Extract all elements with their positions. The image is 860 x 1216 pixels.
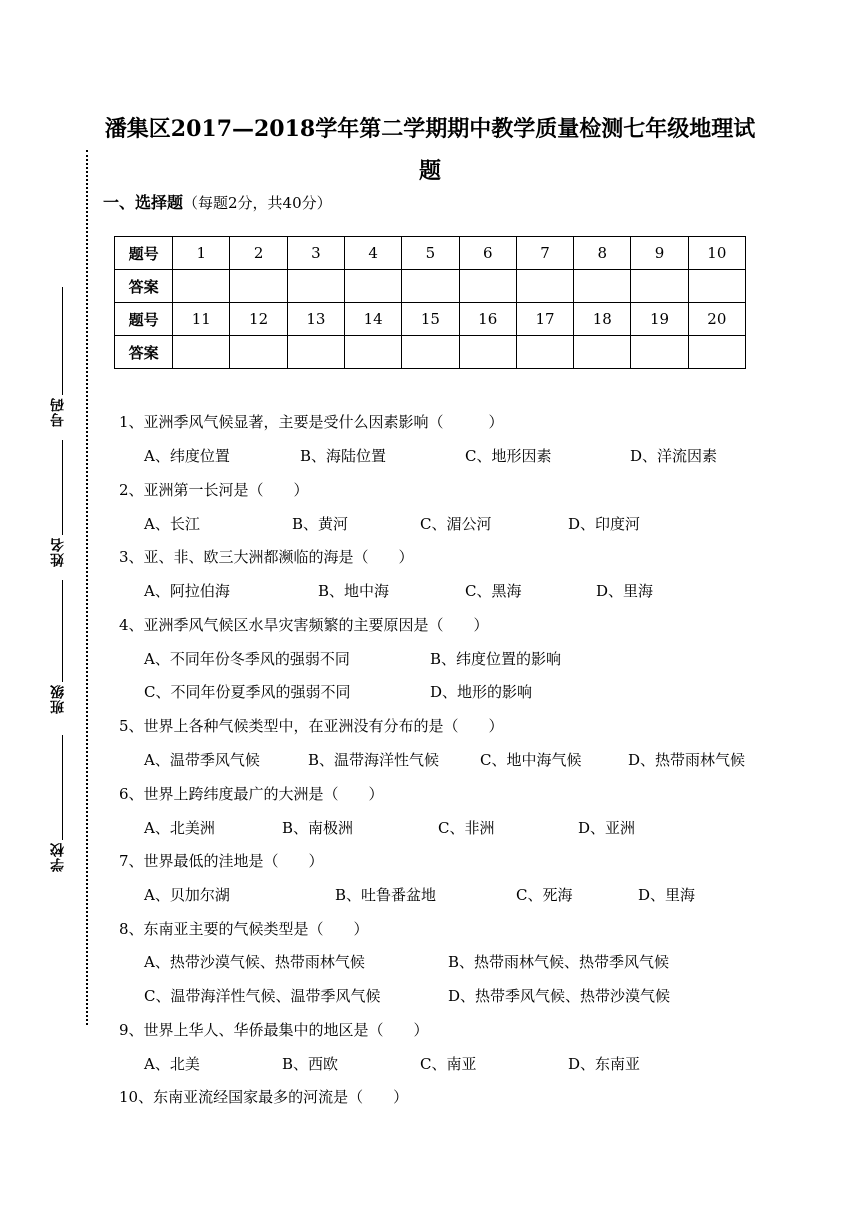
binding-dotted-line xyxy=(86,150,88,1025)
question-7-option-c: C、死海 xyxy=(516,886,573,904)
question-7-stem: 7、世界最低的洼地是（ ） xyxy=(119,852,324,870)
question-9-stem: 9、世界上华人、华侨最集中的地区是（ ） xyxy=(119,1021,429,1039)
question-7-option-d: D、里海 xyxy=(638,886,696,904)
question-number-cell: 16 xyxy=(459,303,516,336)
class-label: 班级 xyxy=(50,684,66,714)
question-number-cell: 9 xyxy=(631,237,688,270)
question-number-cell: 17 xyxy=(516,303,573,336)
name-field xyxy=(40,440,68,580)
section-title: 一、选择题 xyxy=(103,193,184,212)
answer-cell[interactable] xyxy=(688,270,745,303)
table-header-cell: 题号 xyxy=(115,237,173,270)
question-number-cell: 7 xyxy=(516,237,573,270)
answer-cell[interactable] xyxy=(173,270,230,303)
school-underline xyxy=(62,735,63,840)
exam-number-field xyxy=(40,287,68,437)
answer-cell[interactable] xyxy=(173,336,230,369)
question-8-option-a: A、热带沙漠气候、热带雨林气候 xyxy=(144,953,365,971)
question-number-cell: 3 xyxy=(287,237,344,270)
answer-cell[interactable] xyxy=(516,336,573,369)
exam-title-line2: 题 xyxy=(418,158,441,184)
question-number-cell: 15 xyxy=(402,303,459,336)
name-underline xyxy=(62,440,63,535)
question-10-stem: 10、东南亚流经国家最多的河流是（ ） xyxy=(119,1088,409,1106)
question-number-cell: 13 xyxy=(287,303,344,336)
question-5-option-c: C、地中海气候 xyxy=(480,751,582,769)
question-8-option-d: D、热带季风气候、热带沙漠气候 xyxy=(448,987,671,1005)
question-4-stem: 4、亚洲季风气候区水旱灾害频繁的主要原因是（ ） xyxy=(119,616,489,634)
answer-cell[interactable] xyxy=(574,336,631,369)
answer-cell[interactable] xyxy=(287,270,344,303)
question-1-option-d: D、洋流因素 xyxy=(630,447,718,465)
question-5-option-b: B、温带海洋性气候 xyxy=(308,751,440,769)
question-6-stem: 6、世界上跨纬度最广的大洲是（ ） xyxy=(119,785,384,803)
question-8-option-b: B、热带雨林气候、热带季风气候 xyxy=(448,953,670,971)
class-field xyxy=(40,580,68,730)
question-number-cell: 20 xyxy=(688,303,745,336)
question-1-option-a: A、纬度位置 xyxy=(144,447,230,465)
answer-table-row-numbers-2 xyxy=(115,303,746,336)
answer-cell[interactable] xyxy=(516,270,573,303)
answer-table-row-answers-2 xyxy=(115,336,746,369)
question-6-option-a: A、北美洲 xyxy=(144,819,215,837)
table-header-cell: 答案 xyxy=(115,270,173,303)
question-9-option-a: A、北美 xyxy=(144,1055,200,1073)
answer-cell[interactable] xyxy=(230,270,287,303)
question-6-option-d: D、亚洲 xyxy=(578,819,636,837)
answer-cell[interactable] xyxy=(230,336,287,369)
question-number-cell: 5 xyxy=(402,237,459,270)
exam-title-line1: 潘集区2017—2018学年第二学期期中教学质量检测七年级地理试 xyxy=(104,116,756,142)
question-4-option-c: C、不同年份夏季风的强弱不同 xyxy=(144,683,351,701)
question-3-option-d: D、里海 xyxy=(596,582,654,600)
question-number-cell: 10 xyxy=(688,237,745,270)
question-6-option-b: B、南极洲 xyxy=(282,819,354,837)
question-number-cell: 8 xyxy=(574,237,631,270)
question-number-cell: 18 xyxy=(574,303,631,336)
question-5-option-a: A、温带季风气候 xyxy=(144,751,260,769)
table-header-cell: 答案 xyxy=(115,336,173,369)
question-2-stem: 2、亚洲第一长河是（ ） xyxy=(119,481,309,499)
school-label: 学校 xyxy=(50,842,66,872)
question-1-stem: 1、亚洲季风气候显著，主要是受什么因素影响（ ） xyxy=(119,413,504,431)
question-number-cell: 6 xyxy=(459,237,516,270)
answer-table-row-answers-1 xyxy=(115,270,746,303)
section-heading xyxy=(103,190,332,213)
section-note: （每题2分，共40分） xyxy=(183,194,332,212)
question-number-cell: 14 xyxy=(345,303,402,336)
question-9-option-b: B、西欧 xyxy=(282,1055,339,1073)
answer-cell[interactable] xyxy=(345,336,402,369)
answer-cell[interactable] xyxy=(459,336,516,369)
question-2-option-a: A、长江 xyxy=(144,515,200,533)
answer-cell[interactable] xyxy=(574,270,631,303)
answer-cell[interactable] xyxy=(287,336,344,369)
question-number-cell: 4 xyxy=(345,237,402,270)
question-1-option-b: B、海陆位置 xyxy=(300,447,387,465)
question-3-option-c: C、黑海 xyxy=(465,582,522,600)
answer-cell[interactable] xyxy=(345,270,402,303)
question-2-option-d: D、印度河 xyxy=(568,515,641,533)
question-7-option-a: A、贝加尔湖 xyxy=(144,886,230,904)
exam-number-underline xyxy=(62,287,63,395)
question-2-option-b: B、黄河 xyxy=(292,515,349,533)
answer-table xyxy=(114,236,746,369)
class-underline xyxy=(62,580,63,682)
question-5-stem: 5、世界上各种气候类型中，在亚洲没有分布的是（ ） xyxy=(119,717,504,735)
question-number-cell: 12 xyxy=(230,303,287,336)
question-9-option-d: D、东南亚 xyxy=(568,1055,641,1073)
question-3-option-a: A、阿拉伯海 xyxy=(144,582,230,600)
question-number-cell: 19 xyxy=(631,303,688,336)
name-label: 姓名 xyxy=(50,537,66,567)
question-7-option-b: B、吐鲁番盆地 xyxy=(335,886,437,904)
question-number-cell: 2 xyxy=(230,237,287,270)
question-number-cell: 1 xyxy=(173,237,230,270)
question-5-option-d: D、热带雨林气候 xyxy=(628,751,746,769)
question-2-option-c: C、湄公河 xyxy=(420,515,492,533)
answer-cell[interactable] xyxy=(402,336,459,369)
question-8-stem: 8、东南亚主要的气候类型是（ ） xyxy=(119,920,369,938)
question-number-cell: 11 xyxy=(173,303,230,336)
question-3-option-b: B、地中海 xyxy=(318,582,390,600)
question-3-stem: 3、亚、非、欧三大洲都濒临的海是（ ） xyxy=(119,548,414,566)
question-4-option-a: A、不同年份冬季风的强弱不同 xyxy=(144,650,350,668)
question-1-option-c: C、地形因素 xyxy=(465,447,552,465)
answer-cell[interactable] xyxy=(459,270,516,303)
school-field xyxy=(40,735,68,885)
table-header-cell: 题号 xyxy=(115,303,173,336)
question-4-option-d: D、地形的影响 xyxy=(430,683,533,701)
question-8-option-c: C、温带海洋性气候、温带季风气候 xyxy=(144,987,381,1005)
exam-number-label: 号码 xyxy=(50,397,66,427)
question-6-option-c: C、非洲 xyxy=(438,819,495,837)
answer-cell[interactable] xyxy=(402,270,459,303)
answer-cell[interactable] xyxy=(631,270,688,303)
answer-cell[interactable] xyxy=(688,336,745,369)
question-4-option-b: B、纬度位置的影响 xyxy=(430,650,562,668)
answer-cell[interactable] xyxy=(631,336,688,369)
answer-table-row-numbers-1 xyxy=(115,237,746,270)
question-9-option-c: C、南亚 xyxy=(420,1055,477,1073)
